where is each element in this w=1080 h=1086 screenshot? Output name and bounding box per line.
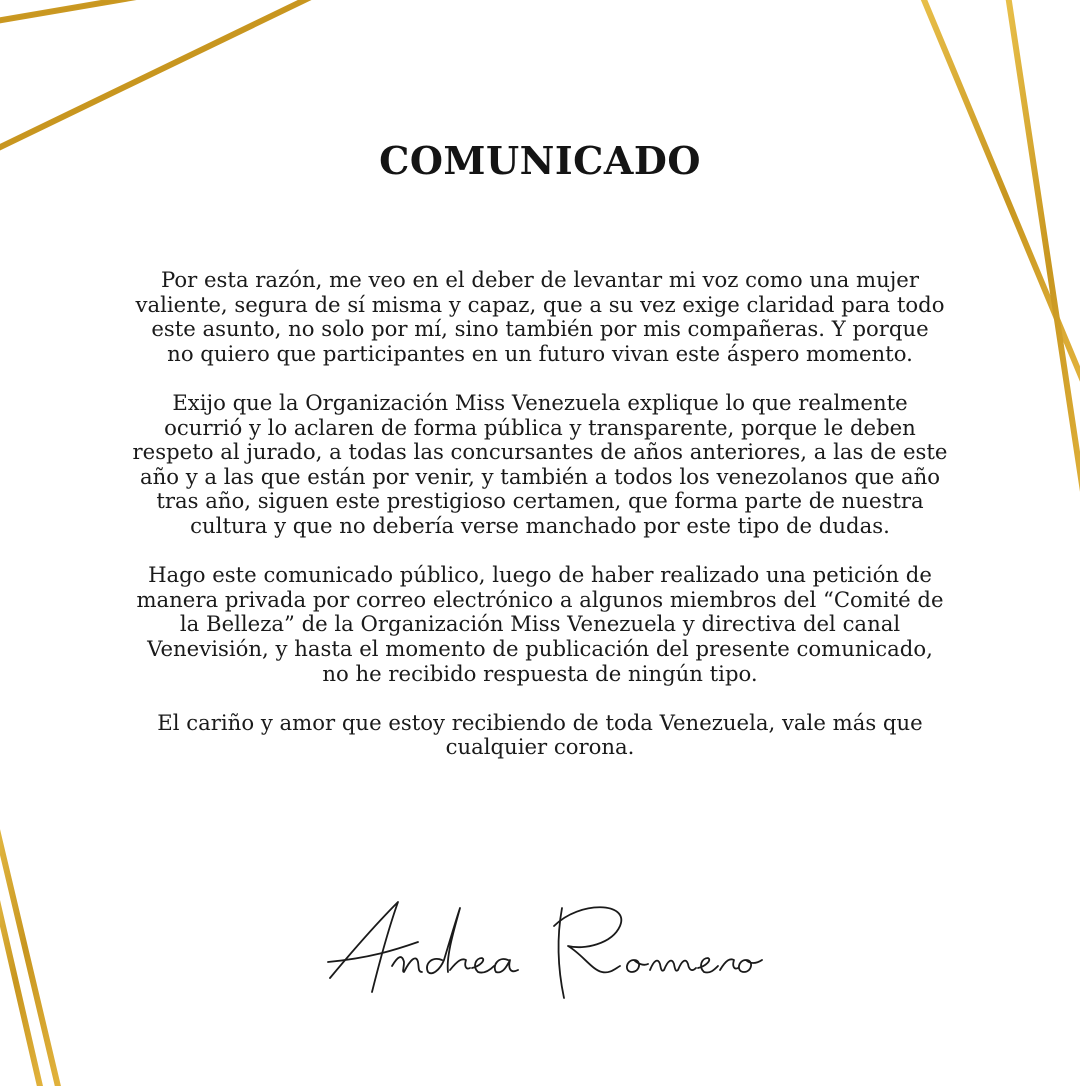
paragraph	[110, 391, 970, 539]
page-title: COMUNICADO	[379, 138, 701, 183]
text-line: cultura y que no debería verse manchado por este tipo de dudas.	[190, 512, 890, 538]
text-line: manera privada por correo electrónico a algunos miembros del “Comité de	[136, 586, 944, 612]
paragraph	[110, 563, 970, 686]
top-left-gold-lines	[0, 0, 315, 152]
text-line: Hago este comunicado público, luego de haber realizado una petición de	[148, 562, 932, 588]
bottom-left-gold-lines	[0, 800, 60, 1086]
text-line: respeto al jurado, a todas las concursantes de años anteriores, a las de este	[132, 439, 948, 465]
text-line: ocurrió y lo aclaren de forma pública y transparente, porque le deben	[164, 414, 916, 440]
text-line: tras año, siguen este prestigioso certamen, que forma parte de nuestra	[156, 488, 924, 514]
text-line: no quiero que participantes en un futuro vivan este áspero momento.	[167, 340, 913, 366]
paragraph	[110, 268, 970, 366]
text-line: la Belleza” de la Organización Miss Venezuela y directiva del canal	[179, 611, 901, 637]
text-line: cualquier corona.	[445, 734, 635, 760]
text-line: Por esta razón, me veo en el deber de levantar mi voz como una mujer	[161, 267, 919, 292]
text-line: este asunto, no solo por mí, sino también por mis compañeras. Y porque	[151, 316, 929, 342]
text-line: año y a las que están por venir, y también a todos los venezolanos que año	[139, 463, 941, 489]
communique-body	[110, 268, 970, 784]
text-line: Exijo que la Organización Miss Venezuela explique lo que realmente	[172, 389, 908, 415]
paragraph	[110, 711, 970, 760]
handwritten-signature	[300, 880, 780, 1020]
text-line: Venevisión, y hasta el momento de publicación del presente comunicado,	[147, 635, 933, 661]
text-line: El cariño y amor que estoy recibiendo de toda Venezuela, vale más que	[157, 709, 923, 735]
text-line: no he recibido respuesta de ningún tipo.	[322, 660, 758, 686]
text-line: valiente, segura de sí misma y capaz, que a su vez exige claridad para todo	[135, 291, 945, 317]
